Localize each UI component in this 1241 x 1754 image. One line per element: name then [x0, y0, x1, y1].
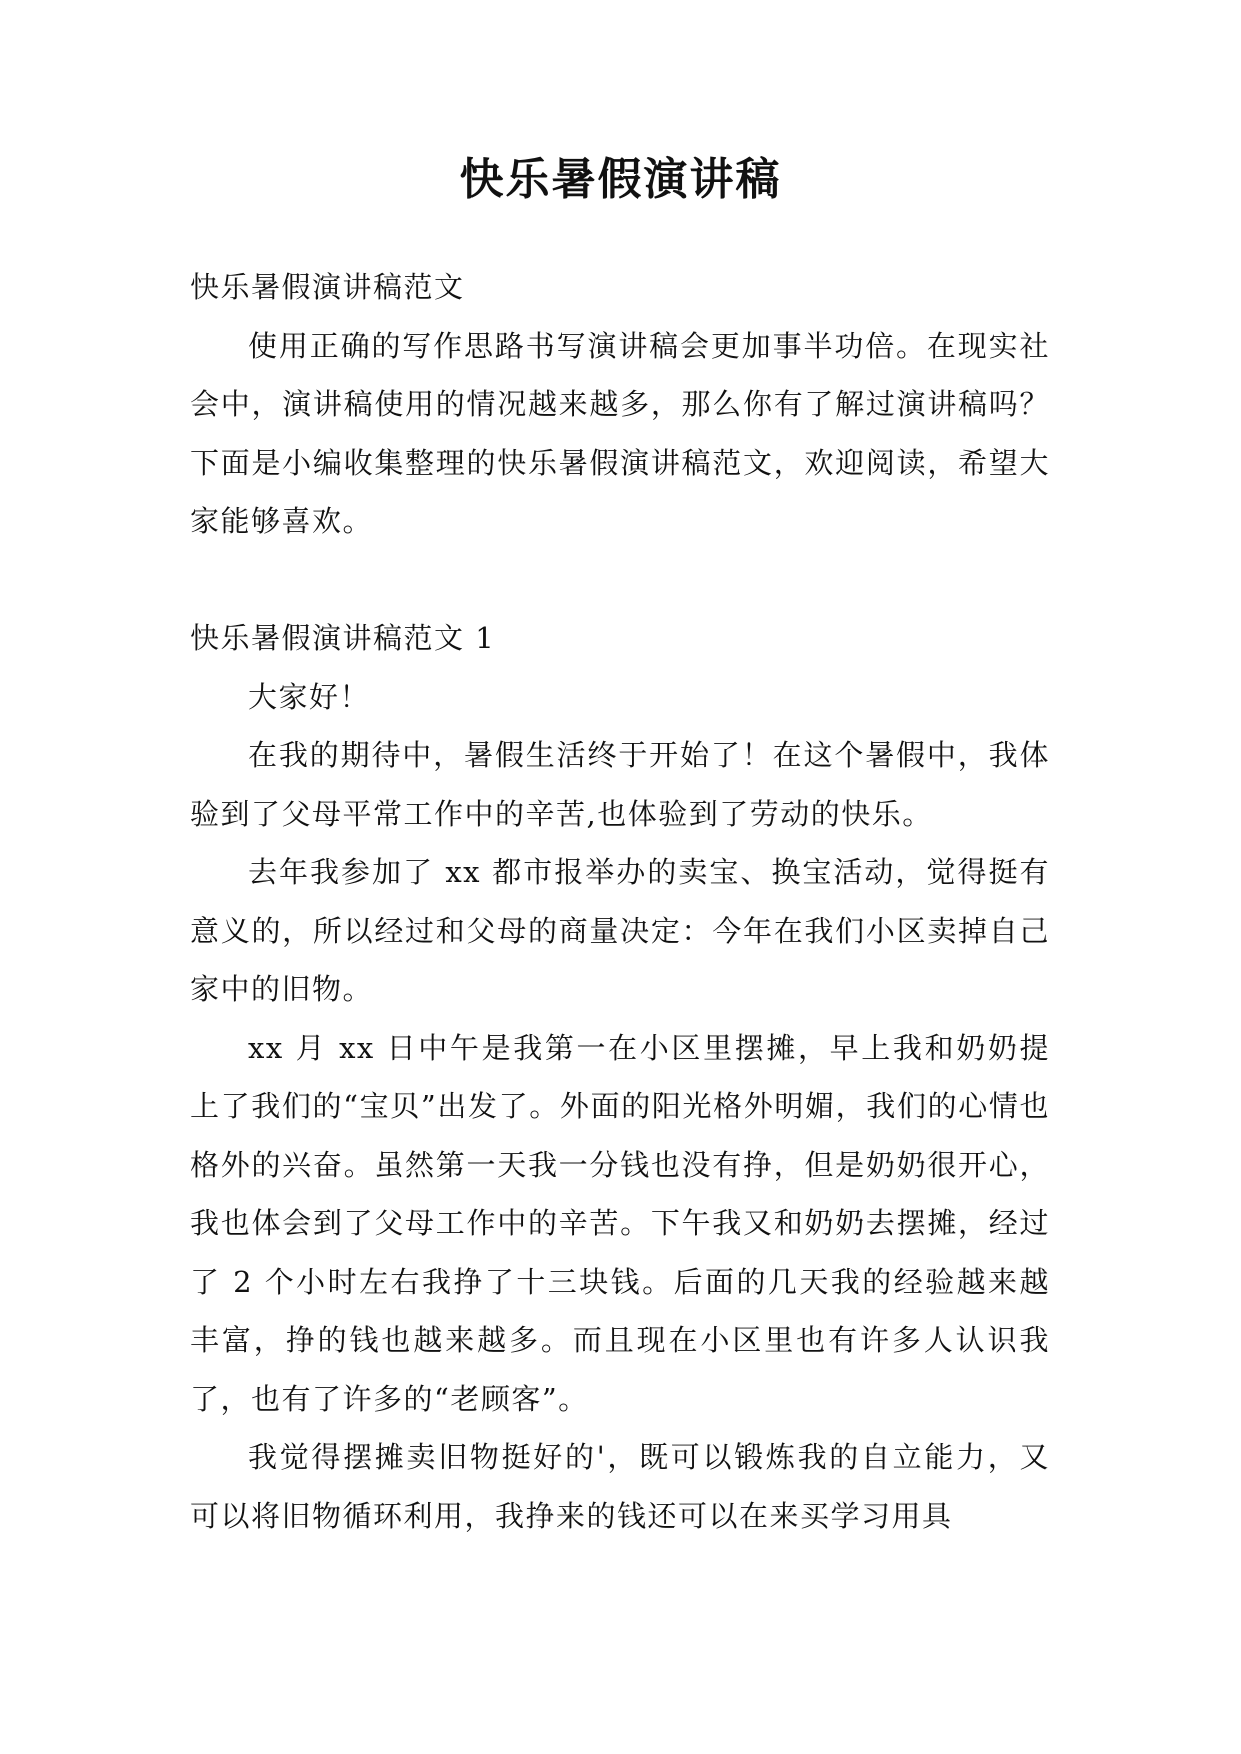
- body-paragraph: 去年我参加了 xx 都市报举办的卖宝、换宝活动，觉得挺有意义的，所以经过和父母的商量决定：今年在我们小区卖掉自己家中的旧物。: [190, 855, 1050, 1006]
- intro-paragraph: 使用正确的写作思路书写演讲稿会更加事半功倍。在现实社会中，演讲稿使用的情况越来越多，那么你有了解过演讲稿吗？下面是小编收集整理的快乐暑假演讲稿范文，欢迎阅读，希望大家能够喜欢。: [190, 328, 1050, 538]
- paragraph-spacer: [190, 551, 1050, 610]
- body-paragraph: 我觉得摆摊卖旧物挺好的'，既可以锻炼我的自立能力，又可以将旧物循环利用，我挣来的钱还可以在来买学习用具: [190, 1440, 1050, 1533]
- document-body: [190, 258, 1050, 1545]
- section-subheading: 快乐暑假演讲稿范文 1: [190, 621, 496, 655]
- section-subheading: 快乐暑假演讲稿范文: [190, 270, 465, 304]
- document-title: 快乐暑假演讲稿: [459, 154, 782, 205]
- greeting-paragraph: 大家好！: [248, 679, 371, 714]
- body-paragraph: xx 月 xx 日中午是我第一在小区里摆摊，早上我和奶奶提上了我们的“宝贝”出发了。外面的阳光格外明媚，我们的心情也格外的兴奋。虽然第一天我一分钱也没有挣，但是奶奶很开心，我也体会到了父母工作中的辛苦。下午我又和奶奶去摆摊，经过了 2 个小时左右我挣了十三块钱。后面的几天我的经验越来越丰富，挣的钱也越来越多。而且现在小区里也有许多人认识我了，也有了许多的“老顾客”。: [190, 1030, 1050, 1416]
- body-paragraph: 在我的期待中，暑假生活终于开始了！在这个暑假中，我体验到了父母平常工作中的辛苦,也体验到了劳动的快乐。: [190, 738, 1050, 831]
